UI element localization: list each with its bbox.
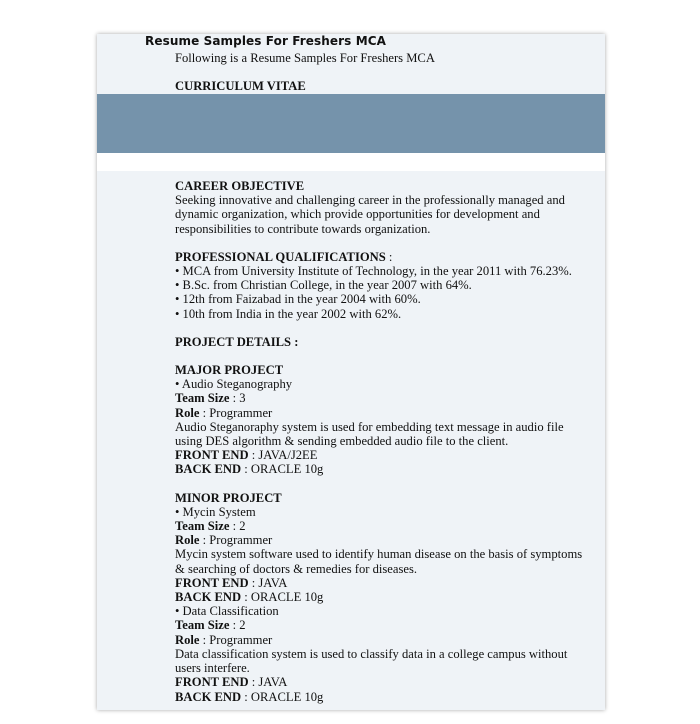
team-size-label: Team Size: [175, 618, 230, 633]
career-line: responsibilities to contribute towards organization.: [175, 221, 431, 236]
role-value: : Programmer: [199, 405, 273, 420]
career-line: Seeking innovative and challenging career in the professionally managed and: [175, 193, 565, 208]
team-size-value: : 3: [229, 391, 246, 406]
qualifications-heading: PROFESSIONAL QUALIFICATIONS: [175, 249, 386, 264]
role-label: Role: [175, 632, 200, 647]
project-description: using DES algorithm & sending embedded audio file to the client.: [175, 434, 509, 449]
project-description: Audio Steganoraphy system is used for embedding text message in audio file: [175, 419, 564, 434]
career-objective-heading: CAREER OBJECTIVE: [175, 179, 305, 193]
front-end-label: FRONT END: [175, 675, 249, 690]
cv-heading: CURRICULUM VITAE: [175, 79, 306, 93]
back-end-value: : ORACLE 10g: [241, 462, 324, 477]
resume-page: [97, 34, 605, 710]
front-end-value: : JAVA: [248, 675, 288, 690]
team-size-label: Team Size: [175, 519, 230, 534]
front-end-value: : JAVA: [248, 575, 288, 590]
banner-divider: [97, 153, 605, 171]
project-name: • Audio Steganography: [175, 377, 293, 392]
role-value: : Programmer: [199, 533, 273, 548]
project-name: • Mycin System: [175, 504, 256, 519]
team-size-value: : 2: [229, 519, 246, 534]
qualification-item: • MCA from University Institute of Technology, in the year 2011 with 76.23%.: [175, 264, 572, 279]
minor-project-heading: MINOR PROJECT: [175, 490, 282, 505]
qualification-item: • 12th from Faizabad in the year 2004 with 60%.: [175, 292, 421, 307]
qualification-item: • B.Sc. from Christian College, in the year 2007 with 64%.: [175, 278, 472, 293]
back-end-label: BACK END: [175, 689, 242, 704]
document-title: Resume Samples For Freshers MCA: [145, 34, 387, 48]
qualifications-heading-suffix: :: [385, 249, 393, 264]
back-end-value: : ORACLE 10g: [241, 590, 324, 605]
front-end-label: FRONT END: [175, 448, 249, 463]
project-description: users interfere.: [175, 661, 250, 676]
team-size-label: Team Size: [175, 391, 230, 406]
back-end-value: : ORACLE 10g: [241, 689, 324, 704]
role-label: Role: [175, 405, 200, 420]
team-size-value: : 2: [229, 618, 246, 633]
project-description: Mycin system software used to identify human disease on the basis of symptoms: [175, 547, 583, 562]
resume-body: [175, 179, 585, 704]
qualification-item: • 10th from India in the year 2002 with 62%.: [175, 306, 402, 321]
project-name: • Data Classification: [175, 604, 279, 619]
back-end-label: BACK END: [175, 462, 242, 477]
role-value: : Programmer: [199, 632, 273, 647]
project-description: & searching of doctors & remedies for diseases.: [175, 561, 418, 576]
major-project-heading: MAJOR PROJECT: [175, 363, 284, 378]
role-label: Role: [175, 533, 200, 548]
header-banner: [97, 94, 605, 153]
back-end-label: BACK END: [175, 590, 242, 605]
front-end-value: : JAVA/J2EE: [248, 448, 318, 463]
project-details-heading: PROJECT DETAILS :: [175, 334, 299, 349]
career-line: dynamic organization, which provide opportunities for development and: [175, 207, 540, 222]
intro-text: Following is a Resume Samples For Freshers MCA: [175, 51, 435, 65]
front-end-label: FRONT END: [175, 575, 249, 590]
project-description: Data classification system is used to classify data in a college campus without: [175, 646, 568, 661]
